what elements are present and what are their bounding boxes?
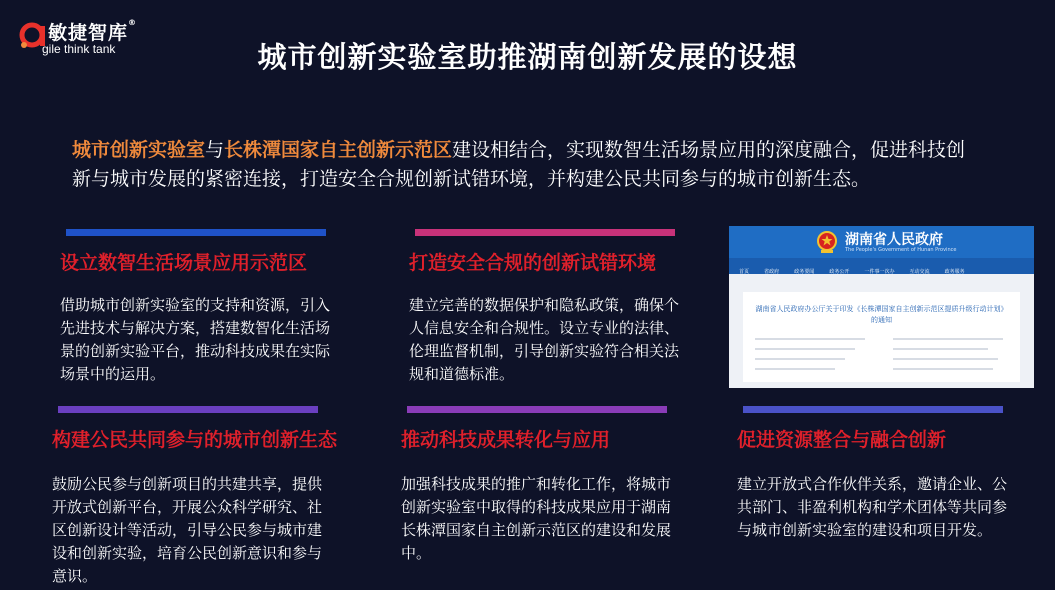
card-4-body: 加强科技成果的推广和转化工作，将城市创新实验室中取得的科技成果应用于湖南长株潭国家自主创新示范区的建设和发展中。 (401, 475, 672, 562)
card-3-title: 构建公民共同参与的城市创新生态 (52, 429, 338, 451)
card-1-bar (66, 229, 326, 236)
gov-document-title: 湖南省人民政府办公厅关于印发《长株潭国家自主创新示范区提质升级行动计划》的通知 (755, 305, 1008, 324)
gov-nav-item[interactable]: 一件事一次办 (864, 269, 895, 275)
card-4-bar (407, 406, 667, 413)
meta-line (755, 338, 865, 340)
page-title: 城市创新实验室助推湖南创新发展的设想 (257, 40, 798, 74)
gov-nav-item[interactable]: 政务服务 (944, 269, 965, 275)
intro-highlight-2: 长株潭国家自主创新示范区 (224, 139, 453, 161)
card-4-title: 推动科技成果转化与应用 (401, 429, 611, 451)
intro-text-1: 与 (205, 139, 225, 161)
logo-en: gile think tank (42, 42, 116, 56)
gov-nav-item[interactable]: 政务要闻 (794, 269, 815, 275)
meta-line (893, 348, 988, 350)
meta-line (893, 358, 998, 360)
card-1-body: 借助城市创新实验室的支持和资源，引入先进技术与解决方案，搭建数智化生活场景的创新实验平台，推动科技成果在实际场景中的运用。 (60, 296, 331, 383)
meta-line (893, 368, 993, 370)
gov-document-card (743, 292, 1020, 382)
card-5-bar (743, 406, 1003, 413)
meta-line (755, 348, 855, 350)
card-1-title: 设立数智生活场景应用示范区 (60, 252, 308, 274)
card-2-bar (415, 229, 675, 236)
card-5-body: 建立开放式合作伙伴关系，邀请企业、公共部门、非盈利机构和学术团体等共同参与城市创新实验室的建设和项目开发。 (737, 475, 1008, 539)
card-2-title: 打造安全合规的创新试错环境 (409, 252, 657, 274)
intro-highlight-1: 城市创新实验室 (72, 139, 206, 161)
gov-nav-item[interactable]: 互动交流 (909, 269, 930, 275)
gov-nav-item[interactable]: 省政府 (764, 269, 780, 275)
card-3-bar (58, 406, 318, 413)
gov-site-name-en: The People's Government of Hunan Province (845, 247, 957, 253)
gov-site-header (729, 226, 1034, 258)
gov-site-nav (729, 258, 1034, 274)
card-5-title: 促进资源整合与融合创新 (737, 429, 947, 451)
gov-site-name: 湖南省人民政府 (845, 232, 943, 248)
logo-cn: 敏捷智库® (48, 18, 138, 44)
national-emblem-icon (817, 230, 837, 254)
meta-line (755, 358, 845, 360)
gov-document-screenshot (729, 226, 1034, 388)
meta-line (893, 338, 1003, 340)
card-3-body: 鼓励公民参与创新项目的共建共享，提供开放式创新平台，开展公众科学研究、社区创新设计等活动，引导公民参与城市建设和创新实验，培育公民创新意识和参与意识。 (52, 475, 323, 585)
card-2-body: 建立完善的数据保护和隐私政策，确保个人信息安全和合规性。设立专业的法律、伦理监督机制，引导创新实验符合相关法规和道德标准。 (409, 296, 680, 383)
gov-nav-item[interactable]: 首页 (739, 269, 750, 275)
gov-nav-item[interactable]: 政务公开 (829, 269, 850, 275)
meta-line (755, 368, 835, 370)
intro-paragraph (72, 136, 982, 194)
intro-text-2: 建设相结合，实现数智生活场景应用的深度融合，促进科技创新与城市发展的紧密连接，打造安全合规创新试错环境，并构建公民共同参与的城市创新生态。 (72, 139, 966, 190)
